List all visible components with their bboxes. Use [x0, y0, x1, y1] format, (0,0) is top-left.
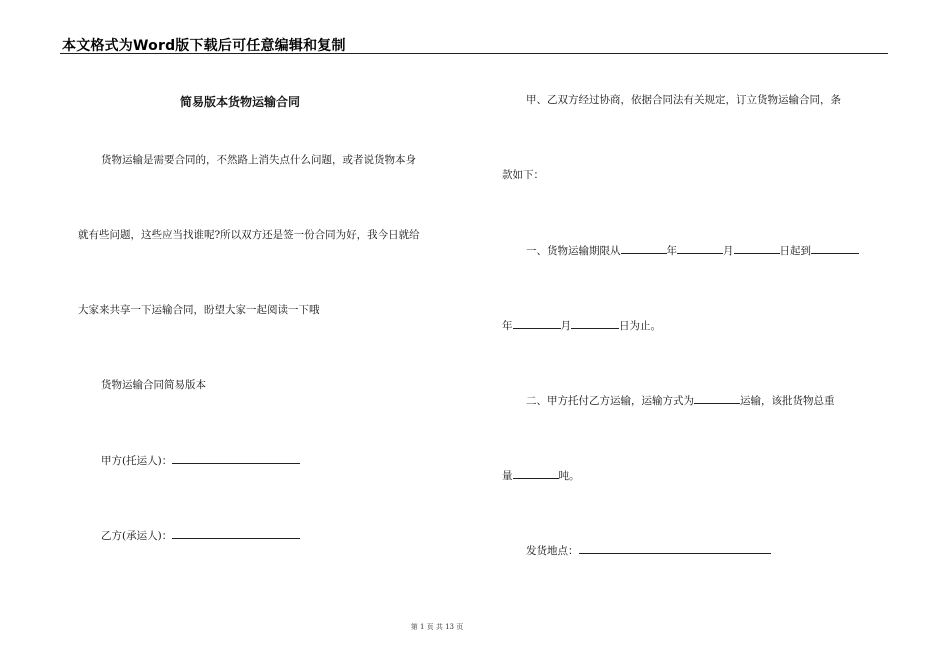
clause-2-text-a: 二、甲方托付乙方运输，运输方式为 [526, 395, 694, 407]
clause-1-line-1 [526, 243, 859, 258]
clause-1-line-2 [502, 318, 661, 333]
clause-2-blank-transport-mode[interactable] [694, 393, 740, 404]
document-header: 本文格式为Word版下载后可任意编辑和复制 [62, 38, 346, 54]
ship-from-label: 发货地点： [526, 545, 579, 557]
clause-1-text-d: 日起到 [779, 245, 811, 257]
preamble-line-2: 款如下： [502, 169, 544, 181]
clause-1-text-e: 年 [502, 320, 513, 332]
clause-2-text-b: 运输，该批货物总重 [740, 395, 835, 407]
contract-subtitle: 货物运输合同简易版本 [101, 379, 206, 391]
clause-2-text-d: 吨。 [558, 470, 580, 482]
party-b-label: 乙方(承运人)： [101, 530, 173, 542]
clause-1-blank-end-month[interactable] [513, 318, 561, 329]
intro-line-3: 大家来共享一下运输合同，盼望大家一起阅读一下哦 [78, 304, 320, 316]
clause-1-text-c: 月 [723, 245, 734, 257]
clause-2-line-1 [526, 393, 835, 408]
clause-1-text-a: 一、货物运输期限从 [526, 245, 621, 257]
clause-1-blank-start-year[interactable] [621, 243, 667, 254]
page-title: 简易版本货物运输合同 [180, 95, 301, 109]
party-a-row [101, 453, 300, 468]
clause-1-blank-start-day[interactable] [734, 243, 780, 254]
intro-line-1: 货物运输是需要合同的，不然路上消失点什么问题，或者说货物本身 [101, 154, 416, 166]
clause-1-text-b: 年 [666, 245, 677, 257]
clause-1-text-f: 月 [560, 320, 571, 332]
clause-2-text-c: 量 [502, 470, 513, 482]
party-b-row [101, 528, 300, 543]
intro-line-2: 就有些问题，这些应当找谁呢?所以双方还是签一份合同为好，我今日就给 [78, 229, 420, 241]
ship-from-row [526, 543, 771, 558]
clause-1-blank-start-month[interactable] [677, 243, 723, 254]
page-number: 第 1 页 共 13 页 [410, 623, 464, 631]
party-a-blank[interactable] [172, 453, 300, 464]
party-a-label: 甲方(托运人)： [101, 455, 173, 467]
ship-from-blank[interactable] [579, 543, 771, 554]
party-b-blank[interactable] [172, 528, 300, 539]
clause-1-text-g: 日为止。 [619, 320, 661, 332]
clause-1-blank-end-year[interactable] [811, 243, 859, 254]
clause-1-blank-end-day[interactable] [571, 318, 619, 329]
header-rule [60, 53, 888, 54]
clause-2-blank-weight[interactable] [513, 468, 559, 479]
preamble-line-1: 甲、乙双方经过协商，依据合同法有关规定，订立货物运输合同，条 [526, 94, 841, 106]
clause-2-line-2 [502, 468, 580, 483]
